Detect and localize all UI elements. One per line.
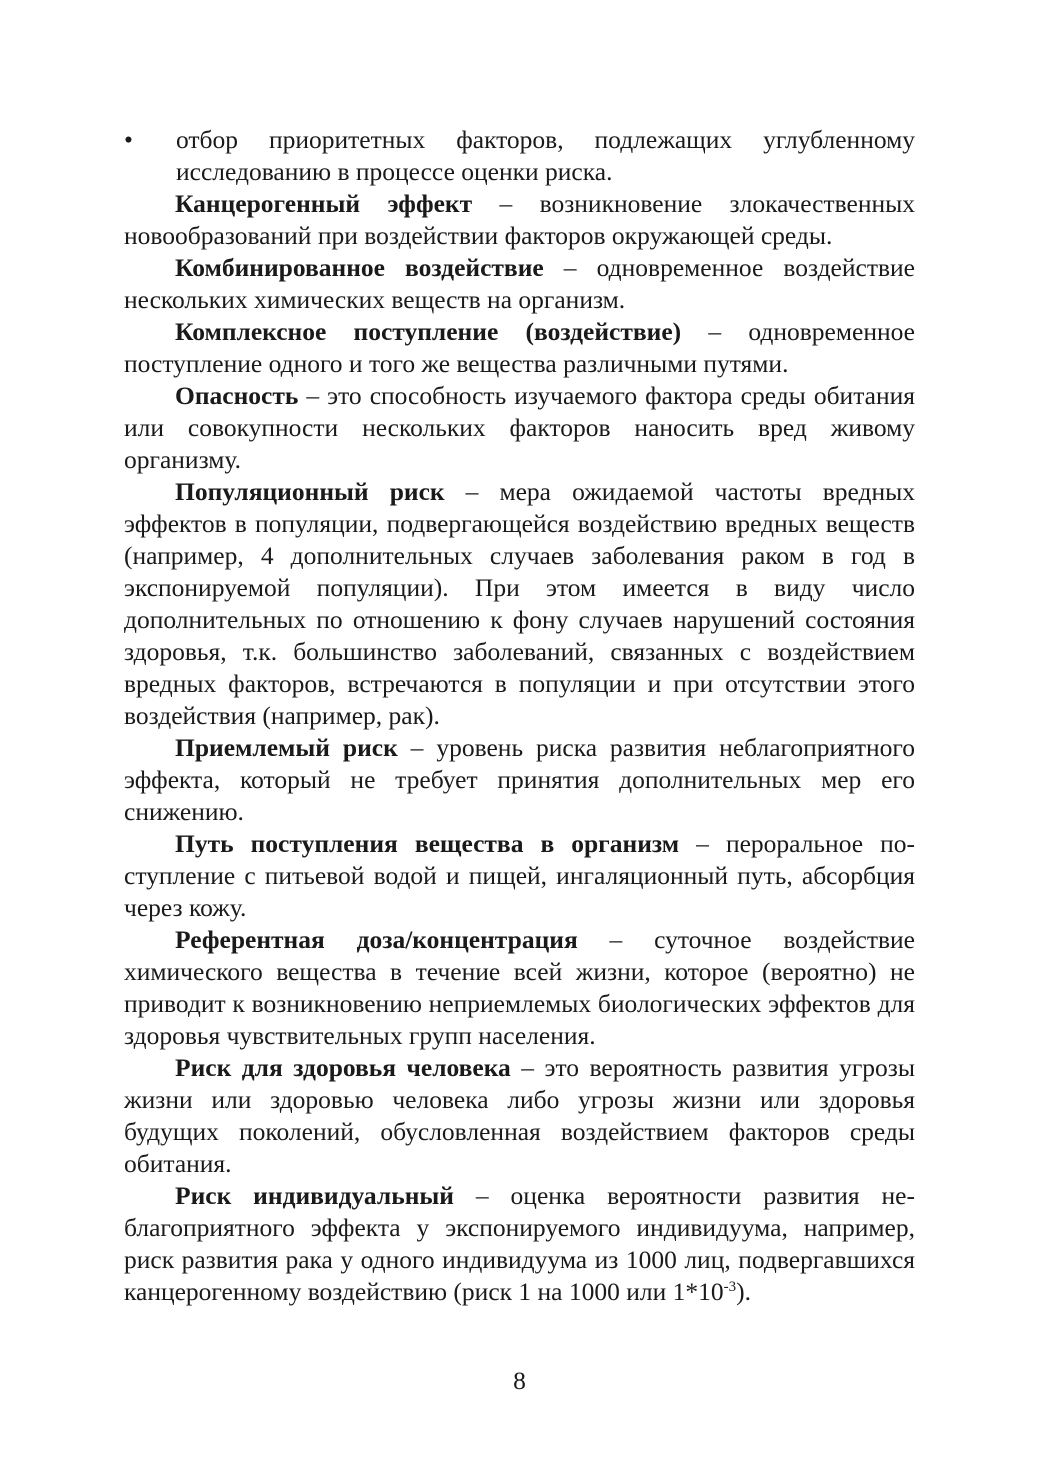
page-body (124, 124, 915, 1308)
definition-closing: ). (736, 1277, 752, 1306)
definition-paragraph (124, 188, 915, 252)
definition-text: – оценка вероятности развития неблагоприятного эффекта у экспонируемого индивидуума, например, риск развития рака у одного индивидуума из 1000 лиц, подвергавшихся канцерогенному воздействию (риск 1 на 1000 или 1*10 (124, 1181, 915, 1306)
definition-paragraph (124, 476, 915, 732)
definition-term: Опасность (175, 381, 299, 410)
definition-paragraph (124, 380, 915, 476)
definition-paragraph (124, 1052, 915, 1180)
exponent: -3 (723, 1279, 737, 1295)
definition-text: – пероральное поступление с питьевой водой и пищей, ингаляционный путь, абсорбция через кожу. (124, 829, 915, 922)
definition-term: Популяционный риск (175, 477, 445, 506)
definition-paragraph (124, 732, 915, 828)
definition-text: – это способность изучаемого фактора среды обитания или совокупности нескольких факторов наносить вред живому организму. (124, 381, 915, 474)
definition-text: – уровень риска развития неблагоприятного эффекта, который не требует принятия дополнительных мер его снижению. (124, 733, 915, 826)
bullet-text: отбор приоритетных факторов, подлежащих углубленному исследованию в процессе оценки риска. (176, 125, 915, 186)
definition-term: Референтная доза/концентрация (175, 925, 578, 954)
definition-paragraph (124, 252, 915, 316)
definition-paragraph (124, 316, 915, 380)
definition-paragraph (124, 828, 915, 924)
definition-term: Комбинированное воздействие (175, 253, 544, 282)
bullet-marker: • (124, 125, 133, 154)
definition-term: Путь поступления вещества в организм (175, 829, 680, 858)
definition-paragraph (124, 924, 915, 1052)
definition-text: – одновременное воздействие нескольких химических веществ на организм. (124, 253, 915, 314)
bullet-list-item (124, 124, 915, 188)
definition-term: Комплексное поступление (воздействие) (175, 317, 682, 346)
definition-paragraph (124, 1180, 915, 1308)
definition-text: – возникновение злокачественных новообразований при воздействии факторов окружающей среды. (124, 189, 916, 250)
page-number: 8 (513, 1366, 526, 1395)
definition-term: Приемлемый риск (175, 733, 398, 762)
definition-term: Канцерогенный эффект (175, 189, 473, 218)
definition-text: – суточное воздействие химического вещества в течение всей жизни, которое (вероятно) не приводит к возникновению неприемлемых биологических эффектов для здоровья чувствительных групп населения. (124, 925, 915, 1050)
definition-text: – мера ожидаемой частоты вредных эффектов в популяции, подвергающейся воздействию вредных веществ (например, 4 дополнительных случаев заболевания раком в год в экспонируемой популяции). При этом имеется в виду число дополнительных по отношению к фону случаев нарушений состояния здоровья, т.к. большинство заболеваний, связанных с воздействием вредных факторов, встречаются в популяции и при отсутствии этого воздействия (например, рак). (124, 477, 915, 730)
definition-term: Риск индивидуальный (175, 1181, 454, 1210)
definition-text: – это вероятность развития угрозы жизни или здоровью человека либо угрозы жизни или здоровья будущих поколений, обусловленная воздействием факторов среды обитания. (124, 1053, 915, 1178)
definition-text: – одновременное поступление одного и того же вещества различными путями. (124, 317, 915, 378)
definition-term: Риск для здоровья человека (175, 1053, 511, 1082)
